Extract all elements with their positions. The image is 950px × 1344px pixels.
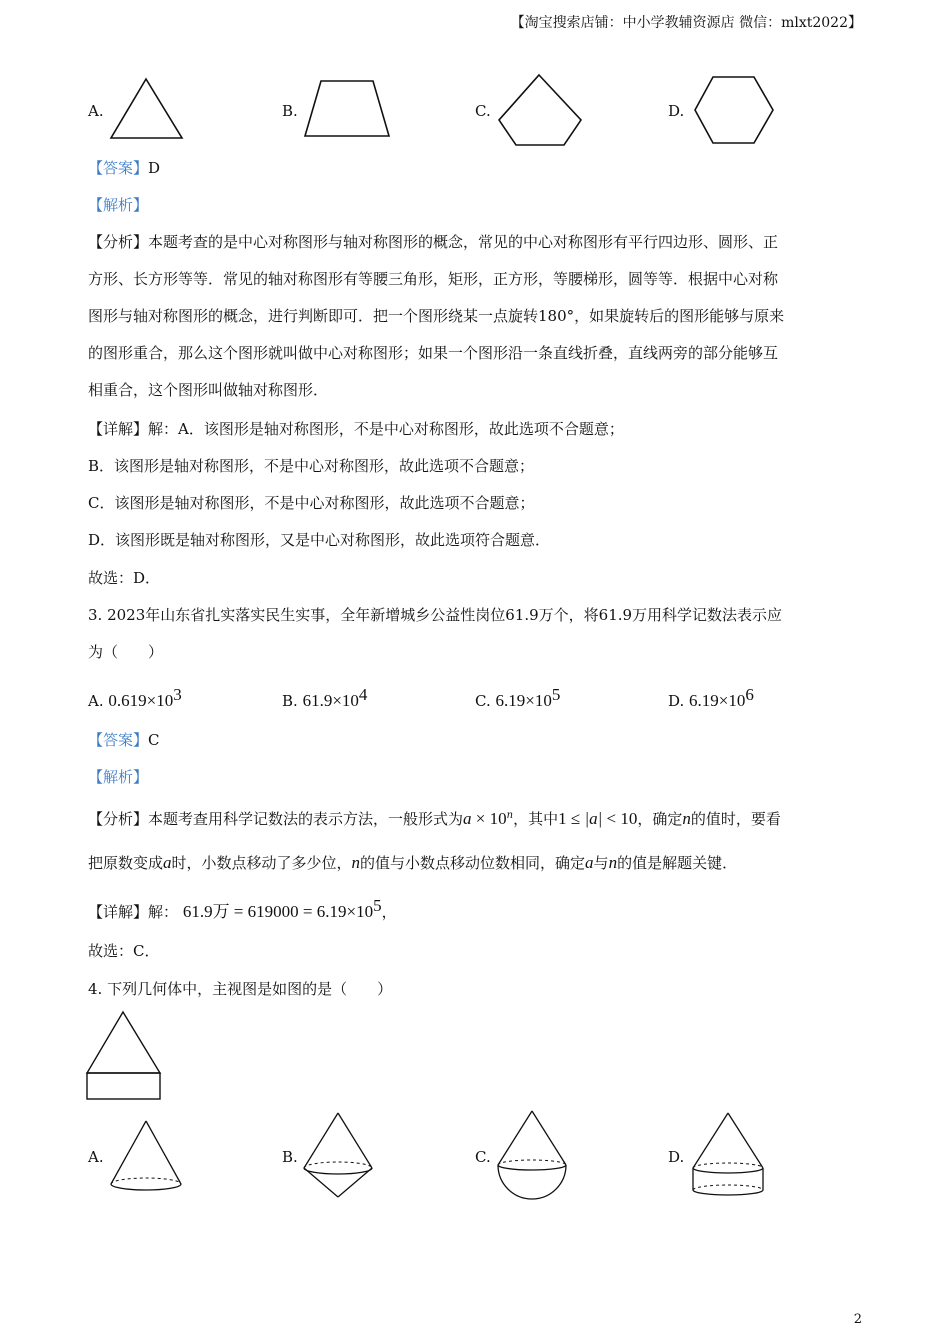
option-value: 0.619×10 bbox=[108, 691, 174, 710]
q2-option-d-label: D. bbox=[668, 102, 685, 120]
page-header: 【淘宝搜索店铺：中小学教辅资源店 微信：mlxt2022】 bbox=[510, 15, 862, 31]
q2-option-a-label: A. bbox=[88, 102, 104, 120]
answer-tag: 【答案】 bbox=[88, 731, 149, 749]
var-a: a bbox=[463, 809, 472, 828]
var-a: a bbox=[585, 853, 594, 872]
var-n: n bbox=[682, 809, 691, 828]
q2-detail-line: C．该图形是轴对称图形，不是中心对称图形，故此选项不合题意； bbox=[88, 494, 535, 512]
fenxi-tag: 【分析】 bbox=[88, 233, 149, 251]
pentagon-shape bbox=[495, 72, 585, 148]
range-right: < 10 bbox=[602, 809, 638, 828]
trapezoid-shape bbox=[300, 78, 395, 140]
q2-fenxi-line: 方形、长方形等等．常见的轴对称图形有等腰三角形，矩形，正方形，等腰梯形，圆等等．根据中心对称 bbox=[88, 270, 779, 288]
answer-value: D bbox=[148, 159, 161, 177]
q3-option-b bbox=[282, 685, 367, 711]
var-n: n bbox=[351, 853, 361, 872]
q4-option-b-label: B. bbox=[282, 1148, 298, 1166]
q3-conclusion: 故选：C． bbox=[88, 942, 160, 960]
fenxi-text: 的值时，要看 bbox=[690, 810, 781, 828]
detail-tag: 【详解】 bbox=[88, 903, 149, 921]
var-n: n bbox=[506, 810, 514, 821]
fenxi-text: 与 bbox=[593, 854, 609, 872]
fenxi-text: 把原数变成 bbox=[88, 854, 164, 872]
q4-option-d-label: D. bbox=[668, 1148, 685, 1166]
detail-text: 解： bbox=[148, 903, 179, 921]
var-a: a bbox=[163, 853, 172, 872]
q4-option-c-label: C. bbox=[475, 1148, 491, 1166]
range-abs-a: |a| bbox=[584, 809, 603, 828]
option-label: C. bbox=[475, 692, 491, 710]
option-exponent: 3 bbox=[173, 685, 182, 704]
triangle-shape bbox=[108, 76, 188, 142]
q2-conclusion: 故选：D． bbox=[88, 569, 161, 587]
front-view-figure bbox=[86, 1010, 164, 1102]
option-value: 6.19×10 bbox=[689, 691, 746, 710]
q3-option-d bbox=[668, 685, 754, 711]
detail-expression: 61.9万 = 619000 = 6.19×10 bbox=[182, 902, 374, 921]
q2-jiexi: 【解析】 bbox=[88, 196, 149, 214]
option-value: 61.9×10 bbox=[302, 691, 359, 710]
q3-detail bbox=[88, 896, 397, 922]
hexagon-shape bbox=[692, 74, 777, 146]
detail-text: 解：A．该图形是轴对称图形，不是中心对称图形，故此选项不合题意； bbox=[148, 420, 624, 438]
answer-value: C bbox=[148, 731, 160, 749]
q2-detail-line: D．该图形既是轴对称图形，又是中心对称图形，故此选项符合题意． bbox=[88, 531, 551, 549]
fenxi-tag: 【分析】 bbox=[88, 810, 149, 828]
option-exponent: 4 bbox=[358, 685, 368, 704]
q4-stem: 4. 下列几何体中，主视图是如图的是（ ） bbox=[88, 980, 393, 998]
q2-fenxi-line bbox=[88, 231, 778, 252]
q2-answer bbox=[88, 157, 160, 178]
option-exponent: 5 bbox=[551, 685, 561, 704]
q3-jiexi: 【解析】 bbox=[88, 768, 149, 786]
q2-detail-line bbox=[88, 418, 624, 439]
double-cone-shape bbox=[302, 1110, 376, 1202]
cone-hemisphere-shape bbox=[496, 1108, 570, 1204]
q4-option-a-label: A. bbox=[88, 1148, 104, 1166]
detail-text: ， bbox=[381, 903, 397, 921]
fenxi-text: ，确定 bbox=[637, 810, 683, 828]
fenxi-text: 本题考查用科学记数法的表示方法，一般形式为 bbox=[148, 810, 464, 828]
q2-option-c-label: C. bbox=[475, 102, 491, 120]
q3-stem: 3. 2023年山东省扎实落实民生实事，全年新增城乡公益性岗位61.9万个，将61.9万用科学记数法表示应 bbox=[88, 606, 783, 624]
q2-fenxi-line: 图形与轴对称图形的概念，进行判断即可．把一个图形绕某一点旋转180°，如果旋转后的图形能够与原来 bbox=[88, 307, 785, 325]
option-label: B. bbox=[282, 692, 298, 710]
q3-answer bbox=[88, 729, 160, 750]
fenxi-text: ，其中 bbox=[513, 810, 559, 828]
q2-option-b-label: B. bbox=[282, 102, 298, 120]
var-n: n bbox=[608, 853, 618, 872]
q2-detail-line: B．该图形是轴对称图形，不是中心对称图形，故此选项不合题意； bbox=[88, 457, 535, 475]
fenxi-text: 本题考查的是中心对称图形与轴对称图形的概念，常见的中心对称图形有平行四边形、圆形、正 bbox=[148, 233, 779, 251]
fenxi-text: 时，小数点移动了多少位， bbox=[171, 854, 352, 872]
fenxi-text: 的值是解题关键． bbox=[617, 854, 738, 872]
fenxi-text: 的值与小数点移动位数相同，确定 bbox=[360, 854, 586, 872]
form-times: × 10 bbox=[471, 809, 507, 828]
answer-tag: 【答案】 bbox=[88, 159, 149, 177]
page-number: 2 bbox=[853, 1312, 862, 1327]
q3-option-c bbox=[475, 685, 560, 711]
cone-shape bbox=[108, 1118, 186, 1194]
detail-exponent: 5 bbox=[373, 896, 382, 915]
range-left: 1 ≤ bbox=[558, 809, 585, 828]
cone-cylinder-shape bbox=[690, 1110, 768, 1202]
option-label: D. bbox=[668, 692, 685, 710]
q3-option-a bbox=[88, 685, 182, 711]
detail-tag: 【详解】 bbox=[88, 420, 149, 438]
option-exponent: 6 bbox=[745, 685, 754, 704]
option-value: 6.19×10 bbox=[495, 691, 552, 710]
q2-fenxi-line: 的图形重合，那么这个图形就叫做中心对称图形；如果一个图形沿一条直线折叠，直线两旁的部分能够互 bbox=[88, 344, 779, 362]
option-label: A. bbox=[88, 692, 104, 710]
q3-fenxi-line2 bbox=[88, 852, 737, 873]
q3-fenxi-line1 bbox=[88, 808, 781, 829]
q3-stem-line2: 为（ ） bbox=[88, 643, 164, 661]
q2-fenxi-line: 相重合，这个图形叫做轴对称图形． bbox=[88, 381, 329, 399]
